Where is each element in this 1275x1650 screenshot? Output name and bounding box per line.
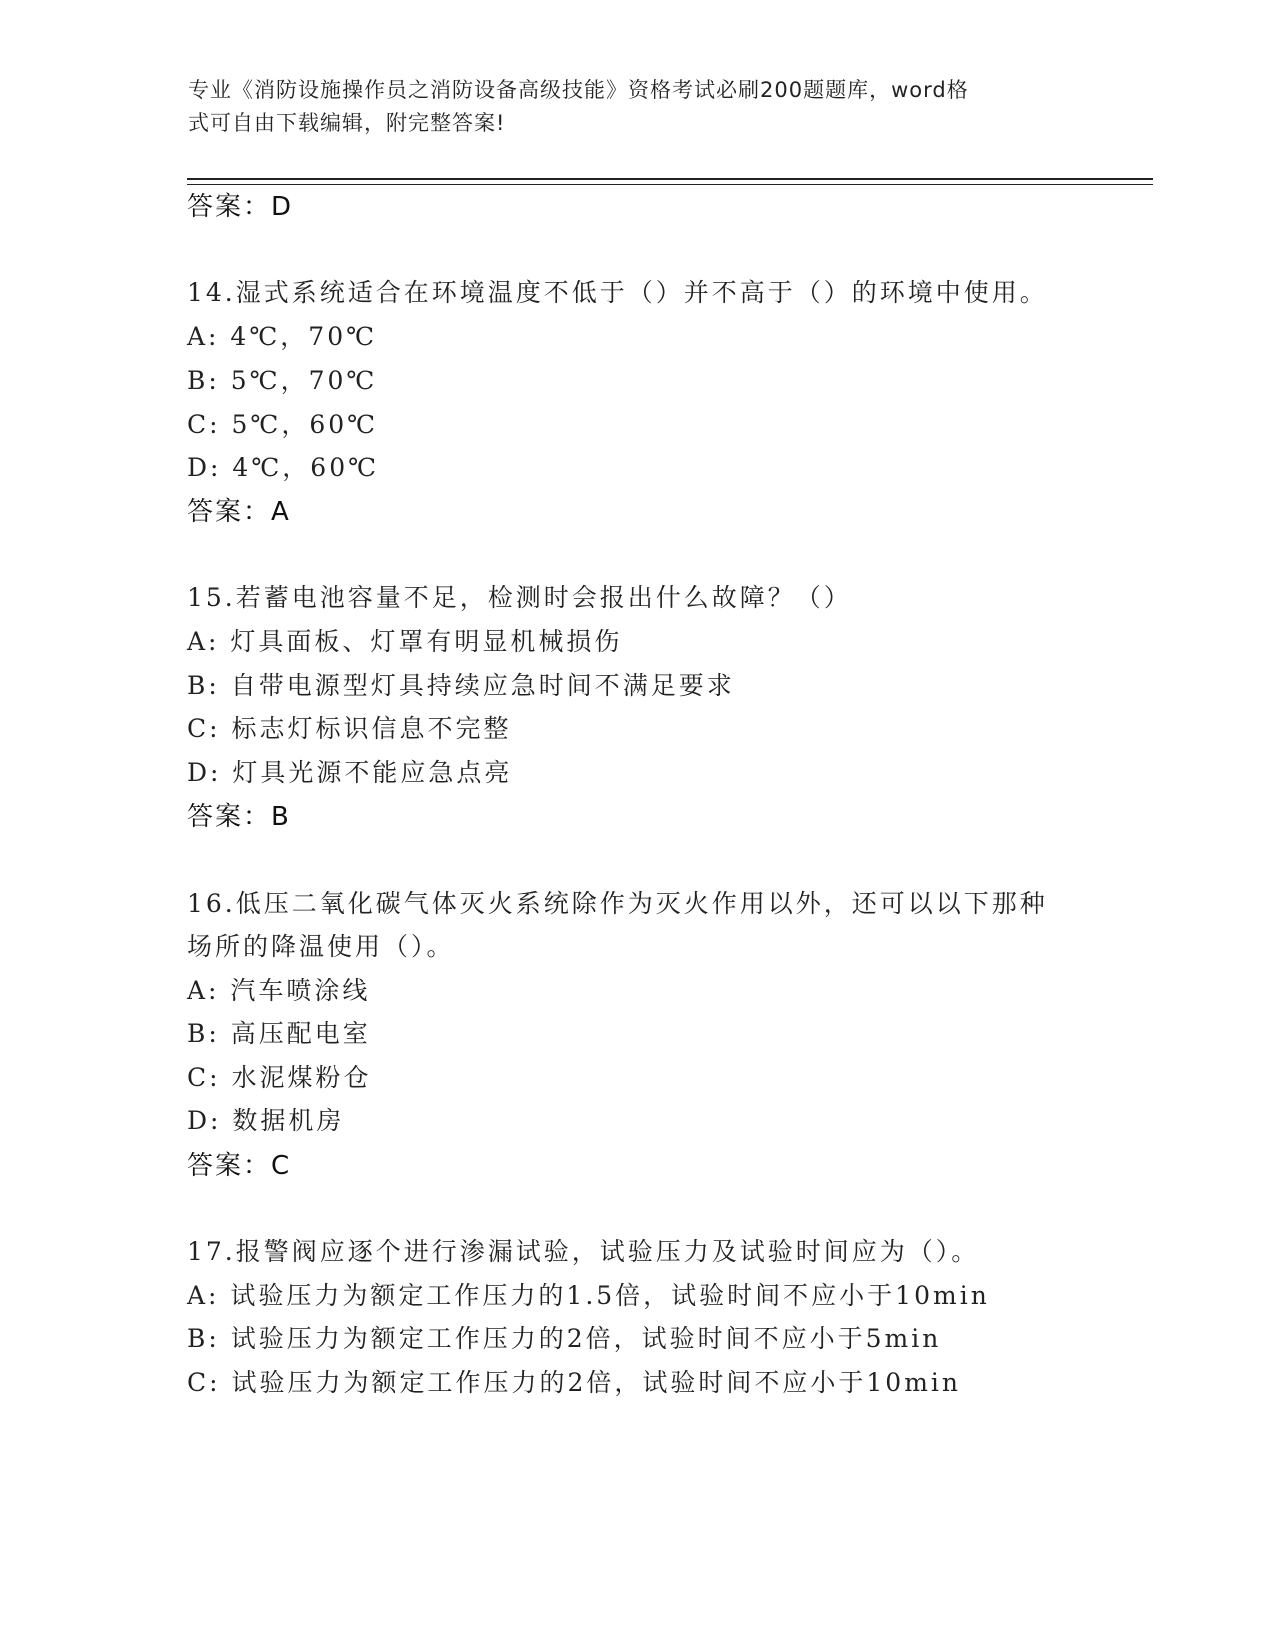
question-16-option-b: B: 高压配电室: [187, 1019, 371, 1048]
answer-q14: 答案：A: [187, 497, 291, 527]
question-16-stem-line-1: 16.低压二氧化碳气体灭火系统除作为灭火作用以外，还可以以下那种: [187, 889, 1048, 918]
question-15-option-d: D: 灯具光源不能应急点亮: [187, 758, 513, 787]
header-line-2: 式可自由下载编辑，附完整答案!: [188, 111, 506, 135]
document-header: [188, 74, 1088, 140]
question-14-option-c: C: 5℃，60℃: [187, 410, 379, 439]
question-16-option-d: D: 数据机房: [187, 1106, 345, 1135]
question-17-option-a: A: 试验压力为额定工作压力的1.5倍，试验时间不应小于10min: [187, 1281, 990, 1310]
question-17-option-b: B: 试验压力为额定工作压力的2倍，试验时间不应小于5min: [187, 1324, 942, 1353]
question-14-stem: 14.湿式系统适合在环境温度不低于（）并不高于（）的环境中使用。: [187, 278, 1048, 307]
header-line-1: 专业《消防设施操作员之消防设备高级技能》资格考试必刷200题题库，word格: [188, 78, 969, 102]
question-17-stem: 17.报警阀应逐个进行渗漏试验，试验压力及试验时间应为（）。: [187, 1237, 980, 1266]
question-16-stem-line-2: 场所的降温使用（）。: [187, 932, 455, 961]
question-16-option-a: A: 汽车喷涂线: [187, 976, 371, 1005]
question-15-stem: 15.若蓄电池容量不足，检测时会报出什么故障？（）: [187, 583, 852, 612]
question-15-option-c: C: 标志灯标识信息不完整: [187, 714, 512, 743]
question-15-option-b: B: 自带电源型灯具持续应急时间不满足要求: [187, 671, 735, 700]
header-rule-thin: [187, 184, 1153, 185]
header-rule-thick: [187, 178, 1153, 180]
question-15-option-a: A: 灯具面板、灯罩有明显机械损伤: [187, 627, 623, 656]
answer-q16: 答案：C: [187, 1151, 292, 1181]
question-14-option-d: D: 4℃，60℃: [187, 453, 380, 482]
question-14-option-a: A: 4℃，70℃: [187, 322, 378, 351]
question-14-option-b: B: 5℃，70℃: [187, 366, 378, 395]
question-17-option-c: C: 试验压力为额定工作压力的2倍，试验时间不应小于10min: [187, 1368, 962, 1397]
question-16-option-c: C: 水泥煤粉仓: [187, 1063, 372, 1092]
answer-q13: 答案：D: [187, 192, 294, 222]
answer-q15: 答案：B: [187, 802, 291, 832]
